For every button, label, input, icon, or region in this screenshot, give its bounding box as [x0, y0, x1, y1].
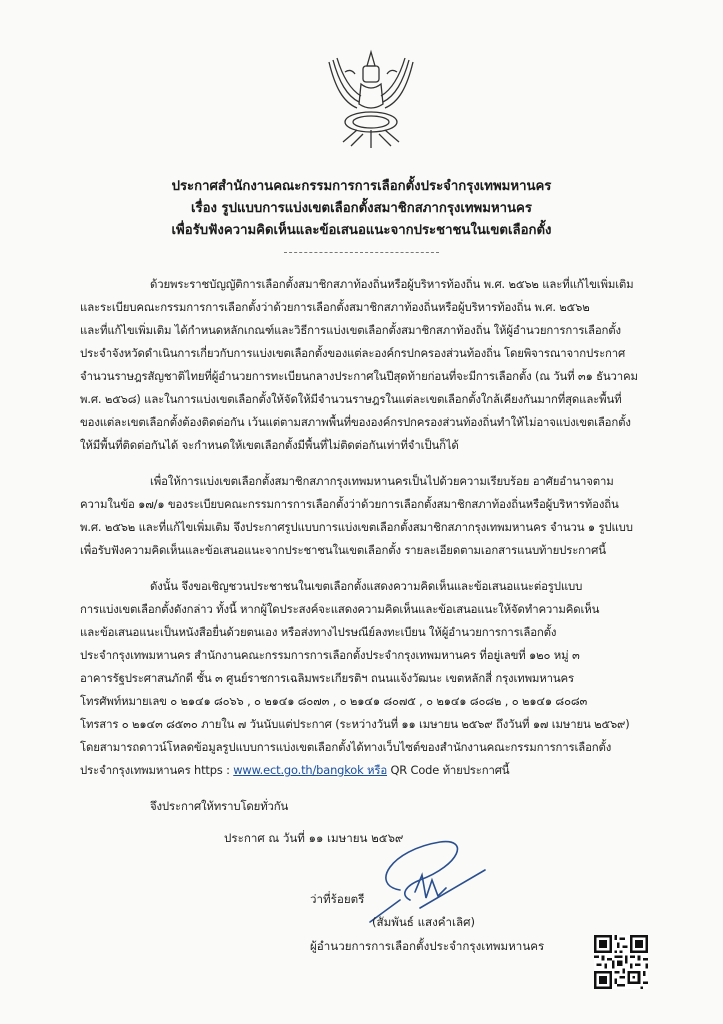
paragraph-1-line: ให้มีพื้นที่ติดต่อกันได้ จะกำหนดให้เขตเลือกตั้งมีพื้นที่ไม่ติดต่อกันเท่าที่จำเป็นก็ได้: [80, 438, 459, 452]
website-line: [80, 759, 660, 782]
paragraph-1-line: ประจำจังหวัดดำเนินการเกี่ยวกับการแบ่งเขตเลือกตั้งของแต่ละองค์กรปกครองส่วนท้องถิ่น โดยพิจารณาจากประกาศ: [80, 346, 626, 360]
closing-statement: จึงประกาศให้ทราบโดยทั่วกัน: [150, 799, 289, 813]
paragraph-2-line: เพื่อให้การแบ่งเขตเลือกตั้งสมาชิกสภากรุงเทพมหานครเป็นไปด้วยความเรียบร้อย อาศัยอำนาจตาม: [150, 474, 614, 488]
paragraph-1-line: ของแต่ละเขตเลือกตั้งต้องติดต่อกัน เว้นแต่ตามสภาพพื้นที่ขององค์กรปกครองส่วนท้องถิ่นทำให้ไม่อาจแบ่งเขตเลือกตั้ง: [80, 415, 631, 429]
announcement-date: ประกาศ ณ วันที่ ๑๑ เมษายน ๒๕๖๙: [224, 831, 404, 845]
paragraph-3-line: ดังนั้น จึงขอเชิญชวนประชาชนในเขตเลือกตั้งแสดงความคิดเห็นและข้อเสนอแนะต่อรูปแบบ: [150, 579, 583, 593]
fax-deadline-line: โทรสาร ๐ ๒๑๔๓ ๘๕๓๐ ภายใน ๗ วันนับแต่ประกาศ (ระหว่างวันที่ ๑๑ เมษายน ๒๕๖๙ ถึงวันที่ ๑๗ เมษายน ๒๕๖๙): [80, 717, 630, 731]
phone-numbers-line: โทรศัพท์หมายเลข ๐ ๒๑๔๑ ๘๐๖๖ , ๐ ๒๑๔๑ ๘๐๗๓ , ๐ ๒๑๔๑ ๘๐๗๕ , ๐ ๒๑๔๑ ๘๐๘๒ , ๐ ๒๑๔๑ ๘๐๘๓: [80, 694, 588, 708]
paragraph-1-line: และที่แก้ไขเพิ่มเติม ได้กำหนดหลักเกณฑ์และวิธีการแบ่งเขตเลือกตั้งสมาชิกสภาท้องถิ่น ให้ผู้อำนวยการการเลือกตั้ง: [80, 323, 621, 337]
paragraph-1-line: ด้วยพระราชบัญญัติการเลือกตั้งสมาชิกสภาท้องถิ่นหรือผู้บริหารท้องถิ่น พ.ศ. ๒๕๖๒ และที่แก้ไขเพิ่มเติม: [150, 277, 634, 291]
signer-name: (สัมพันธ์ แสงคำเลิศ): [372, 915, 475, 929]
signer-rank: ว่าที่ร้อยตรี: [310, 892, 365, 906]
paragraph-1-line: พ.ศ. ๒๕๖๘) และในการแบ่งเขตเลือกตั้งให้จัดให้มีจำนวนราษฎรในแต่ละเขตเลือกตั้งใกล้เคียงกันมากที่สุดและพื้นที่: [80, 392, 622, 406]
ect-bangkok-link[interactable]: www.ect.go.th/bangkok หรือ: [233, 763, 388, 777]
paragraph-2-line: เพื่อรับฟังความคิดเห็นและข้อเสนอแนะจากประชาชนในเขตเลือกตั้ง รายละเอียดตามเอกสารแนบท้ายประกาศนี้: [80, 543, 606, 557]
paragraph-3-line: ประจำกรุงเทพมหานคร สำนักงานคณะกรรมการการเลือกตั้งประจำกรุงเทพมหานคร ที่อยู่เลขที่ ๑๒๐ หมู่ ๓: [80, 648, 580, 662]
header-divider: [284, 252, 439, 253]
paragraph-2-line: ความในข้อ ๑๗/๑ ของระเบียบคณะกรรมการการเลือกตั้งว่าด้วยการเลือกตั้งสมาชิกสภาท้องถิ่นหรือผู้บริหารท้องถิ่น: [80, 497, 619, 511]
qr-code-icon[interactable]: [594, 935, 648, 989]
paragraph-2-line: พ.ศ. ๒๕๖๒ และที่แก้ไขเพิ่มเติม จึงประกาศรูปแบบการแบ่งเขตเลือกตั้งสมาชิกสภากรุงเทพมหานคร จำนวน ๑ รูปแบบ: [80, 520, 633, 534]
website-line-prefix: ประจำกรุงเทพมหานคร https :: [80, 763, 234, 777]
website-line-suffix: QR Code ท้ายประกาศนี้: [387, 763, 510, 777]
garuda-emblem-icon: [323, 42, 419, 154]
announcement-title: ประกาศสำนักงานคณะกรรมการการเลือกตั้งประจำกรุงเทพมหานคร: [171, 179, 552, 194]
paragraph-3-line: และข้อเสนอแนะเป็นหนังสือยื่นด้วยตนเอง หรือส่งทางไปรษณีย์ลงทะเบียน ให้ผู้อำนวยการการเลือกตั้ง: [80, 625, 557, 639]
paragraph-3-line: การแบ่งเขตเลือกตั้งดังกล่าว ทั้งนี้ หากผู้ใดประสงค์จะแสดงความคิดเห็นและข้อเสนอแนะให้จัดทำความคิดเห็น: [80, 602, 600, 616]
announcement-purpose: เพื่อรับฟังความคิดเห็นและข้อเสนอแนะจากประชาชนในเขตเลือกตั้ง: [171, 223, 552, 238]
paragraph-3-line: อาคารรัฐประศาสนภักดี ชั้น ๓ ศูนย์ราชการเฉลิมพระเกียรติฯ ถนนแจ้งวัฒนะ เขตหลักสี่ กรุงเทพมหานคร: [80, 671, 574, 685]
signer-position: ผู้อำนวยการการเลือกตั้งประจำกรุงเทพมหานคร: [310, 939, 545, 953]
paragraph-1-line: และระเบียบคณะกรรมการการเลือกตั้งว่าด้วยการเลือกตั้งสมาชิกสภาท้องถิ่นหรือผู้บริหารท้องถิ่น พ.ศ. ๒๕๖๒: [80, 300, 590, 314]
paragraph-1-line: จำนวนราษฎรสัญชาติไทยที่ผู้อำนวยการทะเบียนกลางประกาศในปีสุดท้ายก่อนที่จะมีการเลือกตั้ง (ณ วันที่ ๓๑ ธันวาคม: [80, 369, 638, 383]
announcement-subject: เรื่อง รูปแบบการแบ่งเขตเลือกตั้งสมาชิกสภากรุงเทพมหานคร: [191, 201, 532, 216]
paragraph-3-line: โดยสามารถดาวน์โหลดข้อมูลรูปแบบการแบ่งเขตเลือกตั้งได้ทางเว็บไซต์ของสำนักงานคณะกรรมการการเลือกตั้ง: [80, 740, 612, 754]
